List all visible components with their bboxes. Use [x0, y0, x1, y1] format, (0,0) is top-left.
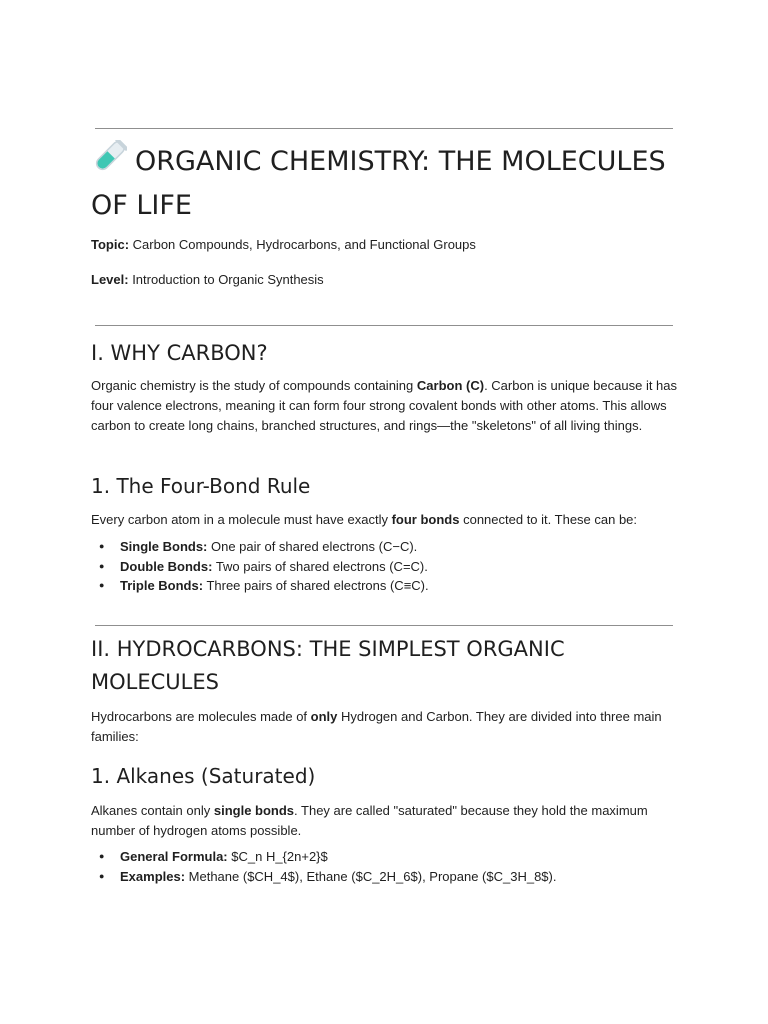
paragraph-text: connected to it. These can be:: [459, 512, 638, 527]
level-value: Introduction to Organic Synthesis: [128, 272, 324, 287]
paragraph-text: . Carbon is unique because it has four valence electrons, meaning it can form four strong covalent bonds with other atoms. This allows carbon to create long chains, branched structures, and rings—the "skeletons" of all living things.: [91, 378, 678, 433]
list-item-label: Double Bonds:: [120, 558, 213, 574]
page-title-text: ORGANIC CHEMISTRY: THE MOLECULES OF LIFE: [91, 146, 666, 221]
list-item: [91, 537, 691, 557]
topic-label: Topic:: [91, 237, 130, 252]
bond-types-list: [91, 537, 691, 596]
section-heading-hydrocarbons: II. HYDROCARBONS: THE SIMPLEST ORGANIC MOLECULES: [91, 637, 565, 694]
paragraph-text: Every carbon atom in a molecule must have exactly: [91, 512, 392, 527]
list-item-text: Methane ($CH_4$), Ethane ($C_2H_6$), Propane ($C_3H_8$).: [185, 868, 557, 884]
page-title: [91, 140, 691, 228]
list-item: [91, 576, 691, 596]
paragraph-text: Organic chemistry is the study of compounds containing: [91, 378, 417, 393]
alkanes-paragraph: [91, 801, 681, 841]
paragraph-text: . They are called "saturated" because they hold the maximum number of hydrogen atoms possible.: [91, 803, 648, 838]
subheading-four-bond-rule: 1. The Four-Bond Rule: [91, 474, 311, 498]
list-item-label: Single Bonds:: [120, 539, 208, 554]
horizontal-rule: [95, 325, 673, 326]
subheading-alkanes: 1. Alkanes (Saturated): [91, 764, 316, 788]
list-item-text: Three pairs of shared electrons (C≡C).: [203, 578, 429, 593]
paragraph-text: Alkanes contain only: [91, 803, 214, 818]
topic-value: Carbon Compounds, Hydrocarbons, and Functional Groups: [129, 237, 476, 252]
why-carbon-paragraph: [91, 376, 681, 436]
paragraph-text: Hydrogen and Carbon. They are divided into three main families:: [91, 709, 662, 744]
list-item-text: Two pairs of shared electrons (C=C).: [212, 558, 428, 574]
test-tube-icon: [91, 140, 127, 174]
list-item-text: $C_n H_{2n+2}$: [227, 849, 328, 864]
list-item-label: General Formula:: [120, 849, 228, 864]
only-term: only: [310, 709, 338, 724]
topic-line: [91, 235, 681, 255]
section-heading-why-carbon: I. WHY CARBON?: [91, 341, 268, 365]
hydrocarbons-paragraph: [91, 707, 681, 747]
list-item-text: One pair of shared electrons (C−C).: [207, 539, 418, 554]
level-label: Level:: [91, 272, 129, 287]
list-item-label: Triple Bonds:: [120, 578, 204, 593]
level-line: [91, 270, 681, 290]
alkanes-list: [91, 847, 691, 886]
single-bonds-term: single bonds: [213, 803, 295, 818]
four-bonds-term: four bonds: [391, 512, 460, 527]
list-item-label: Examples:: [120, 868, 186, 884]
horizontal-rule: [95, 625, 673, 626]
list-item: [91, 847, 691, 867]
list-item: [91, 557, 691, 577]
list-item: [91, 867, 691, 887]
carbon-term: Carbon (C): [416, 378, 485, 393]
paragraph-text: Hydrocarbons are molecules made of: [91, 709, 311, 724]
horizontal-rule: [95, 128, 673, 129]
four-bond-paragraph: [91, 510, 681, 530]
